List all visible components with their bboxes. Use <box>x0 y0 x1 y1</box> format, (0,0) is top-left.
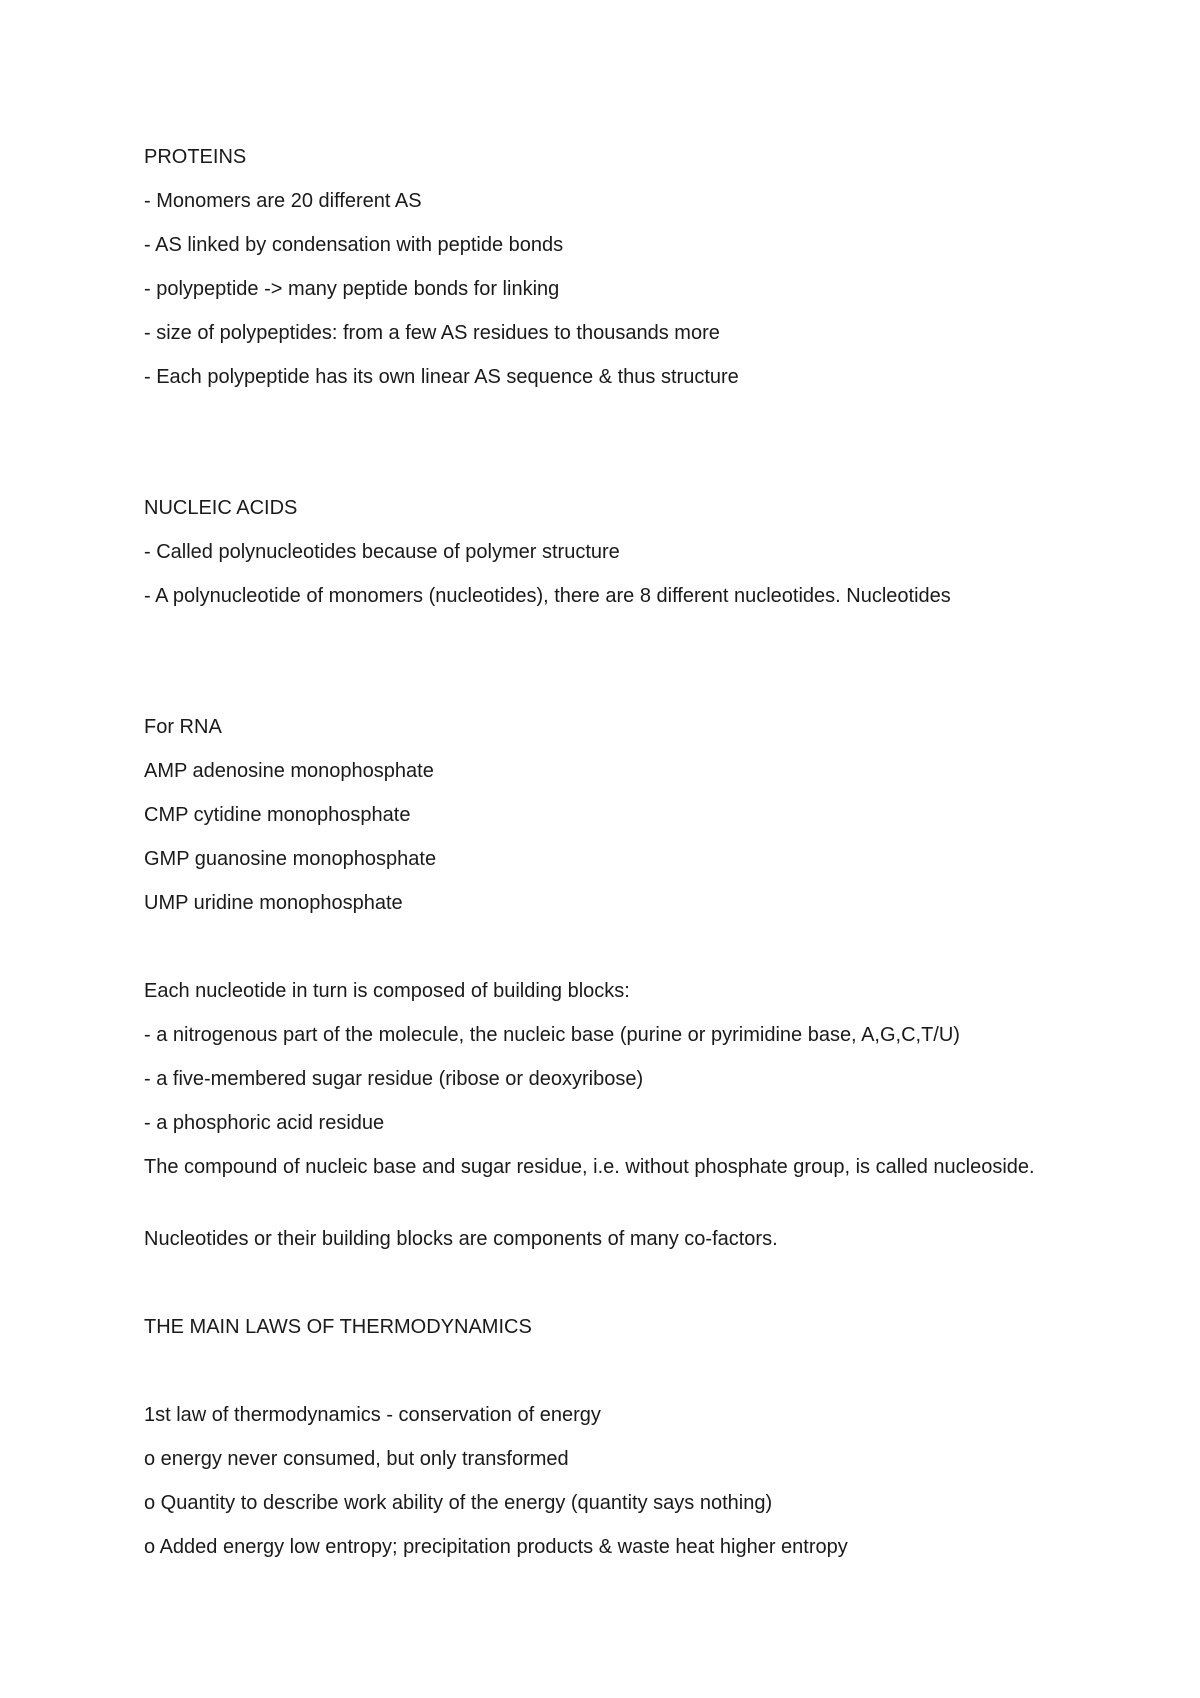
proteins-item: - Monomers are 20 different AS <box>144 190 422 212</box>
proteins-item: - polypeptide -> many peptide bonds for linking <box>144 278 560 300</box>
thermodynamics-item: o Quantity to describe work ability of the energy (quantity says nothing) <box>144 1492 773 1514</box>
rna-item: GMP guanosine monophosphate <box>144 848 437 870</box>
nucleoside-paragraph: The compound of nucleic base and sugar residue, i.e. without phosphate group, is called nucleoside. <box>144 1156 1035 1178</box>
building-blocks-item: - a phosphoric acid residue <box>144 1112 385 1134</box>
cofactors-paragraph: Nucleotides or their building blocks are components of many co-factors. <box>144 1228 778 1250</box>
building-blocks-item: - a nitrogenous part of the molecule, the nucleic base (purine or pyrimidine base, A,G,C,T/U) <box>144 1024 960 1046</box>
thermodynamics-item: o Added energy low entropy; precipitation products & waste heat higher entropy <box>144 1536 848 1558</box>
first-law-line: 1st law of thermodynamics - conservation of energy <box>144 1404 601 1426</box>
nucleic-acids-heading: NUCLEIC ACIDS <box>144 497 298 519</box>
rna-item: AMP adenosine monophosphate <box>144 760 434 782</box>
proteins-item: - Each polypeptide has its own linear AS sequence & thus structure <box>144 366 739 388</box>
rna-item: UMP uridine monophosphate <box>144 892 403 914</box>
nucleic-acids-item: - Called polynucleotides because of polymer structure <box>144 541 620 563</box>
building-blocks-intro: Each nucleotide in turn is composed of building blocks: <box>144 980 630 1002</box>
proteins-heading: PROTEINS <box>144 146 247 168</box>
rna-item: CMP cytidine monophosphate <box>144 804 411 826</box>
rna-heading: For RNA <box>144 716 222 738</box>
nucleic-acids-item: - A polynucleotide of monomers (nucleotides), there are 8 different nucleotides. Nucleotides <box>144 585 951 607</box>
proteins-item: - AS linked by condensation with peptide bonds <box>144 234 564 256</box>
building-blocks-item: - a five-membered sugar residue (ribose or deoxyribose) <box>144 1068 644 1090</box>
thermodynamics-item: o energy never consumed, but only transformed <box>144 1448 569 1470</box>
proteins-item: - size of polypeptides: from a few AS residues to thousands more <box>144 322 720 344</box>
thermodynamics-heading: THE MAIN LAWS OF THERMODYNAMICS <box>144 1316 532 1338</box>
